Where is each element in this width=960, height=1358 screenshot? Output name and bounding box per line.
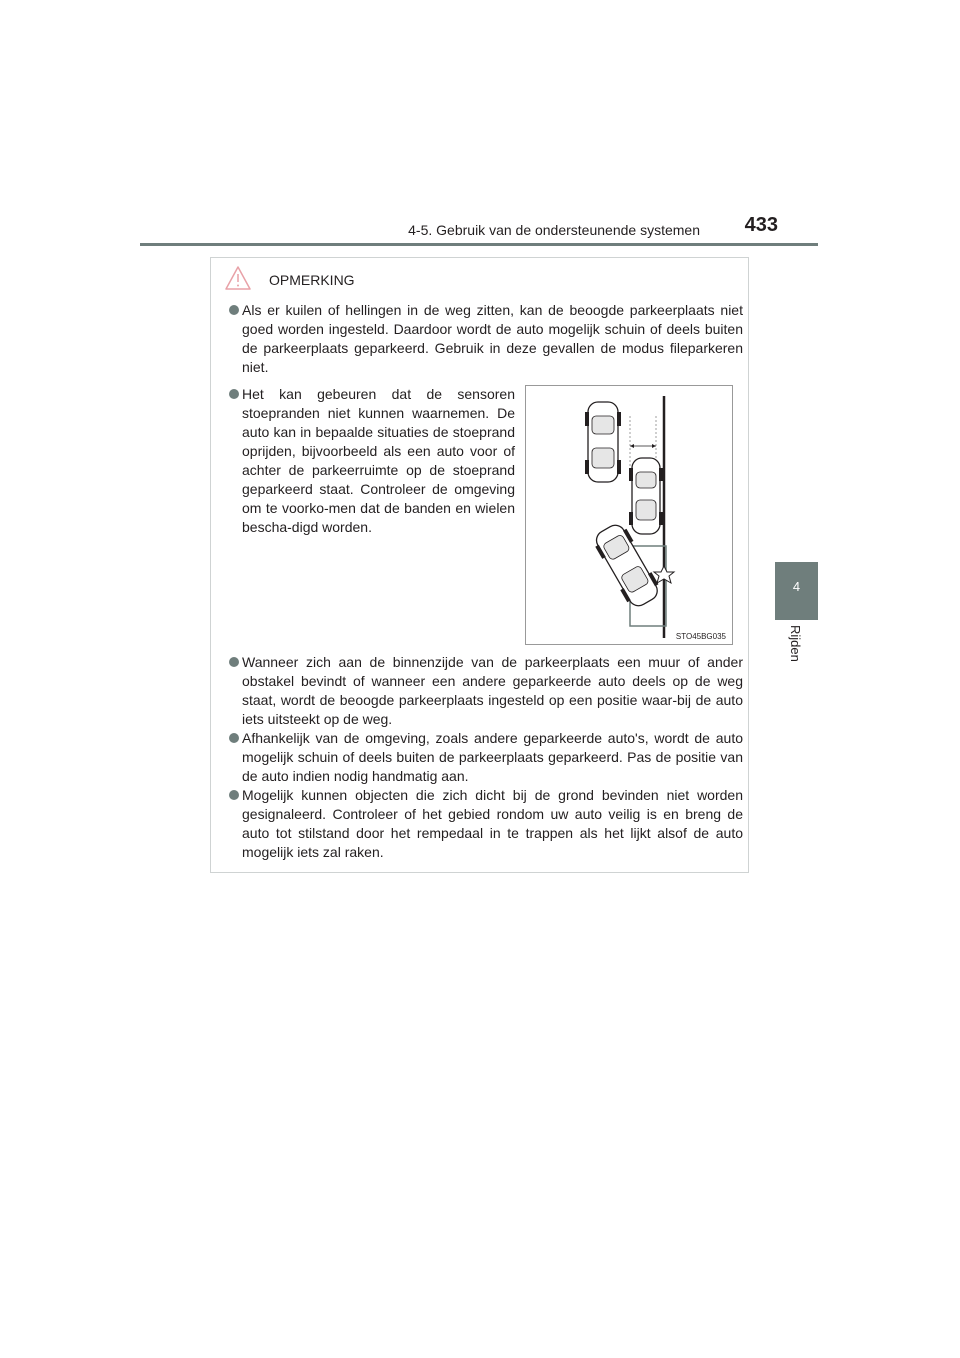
chapter-number: 4 — [792, 579, 801, 594]
chapter-tab — [775, 562, 818, 620]
note-box — [210, 257, 749, 873]
section-title: 4-5. Gebruik van de ondersteunende systemen — [408, 222, 700, 238]
bullet-dot — [229, 657, 239, 667]
header-rule — [140, 243, 818, 246]
bullet-text: Mogelijk kunnen objecten die zich dicht bij de grond bevinden niet worden gesignaleerd. Controleer of het gebied rondom uw auto veilig is en breng de auto tot stilstand door het rempedaal in te trappen als het lijkt alsof de auto mogelijk iets zal raken. — [242, 787, 743, 860]
note-title: OPMERKING — [269, 272, 355, 288]
bullet-text: Afhankelijk van de omgeving, zoals andere geparkeerde auto's, wordt de auto mogelijk schuin of deels buiten de parkeerplaats geparkeerd. Pas de positie van de auto indien nodig handmatig aan. — [242, 730, 743, 784]
bullet-dot — [229, 305, 239, 315]
bullet-dot — [229, 389, 239, 399]
warning-triangle-icon — [225, 266, 251, 290]
figure-code: STO45BG035 — [675, 632, 726, 641]
bullet-text: Het kan gebeuren dat de sensoren stoepranden niet kunnen waarnemen. De auto kan in bepaalde situaties de stoeprand oprijden, bijvoorbeeld als een auto voor of achter de parkeerruimte op de stoeprand geparkeerd staat. Controleer de omgeving om te voorko-men dat de banden en wielen bescha-digd worden. — [242, 386, 515, 535]
bullet-dot — [229, 733, 239, 743]
chapter-label: Rijden — [788, 625, 803, 662]
parking-illustration — [525, 385, 733, 645]
page-number: 433 — [744, 214, 778, 236]
bullet-text: Als er kuilen of hellingen in de weg zitten, kan de beoogde parkeerplaats niet goed worden ingesteld. Daardoor wordt de auto mogelijk schuin of deels buiten de parkeerplaats geparkeerd. Gebruik in deze gevallen de modus fileparkeren niet. — [242, 302, 743, 375]
bullet-text: Wanneer zich aan de binnenzijde van de parkeerplaats een muur of ander obstakel bevindt of wanneer een andere geparkeerde auto deels op de weg staat, wordt de beoogde parkeerplaats ingesteld op een positie waar-bij de auto iets uitsteekt op de weg. — [242, 654, 743, 727]
parking-diagram — [526, 386, 732, 644]
bullet-dot — [229, 790, 239, 800]
